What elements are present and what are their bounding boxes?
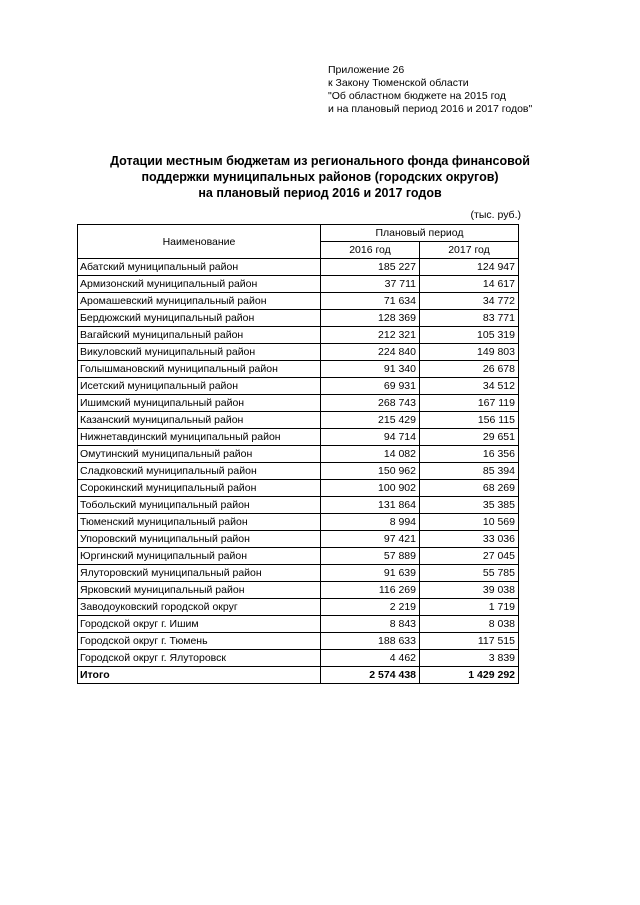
row-value-2017: 29 651 xyxy=(420,429,519,446)
row-value-2017: 35 385 xyxy=(420,497,519,514)
units-label: (тыс. руб.) xyxy=(470,209,521,221)
table-row xyxy=(78,429,519,446)
budget-table xyxy=(77,224,519,684)
table-row xyxy=(78,361,519,378)
row-value-2017: 10 569 xyxy=(420,514,519,531)
row-name: Юргинский муниципальный район xyxy=(78,548,321,565)
row-value-2016: 224 840 xyxy=(321,344,420,361)
row-value-2016: 8 994 xyxy=(321,514,420,531)
table-row xyxy=(78,378,519,395)
row-value-2017: 85 394 xyxy=(420,463,519,480)
row-value-2016: 91 340 xyxy=(321,361,420,378)
row-value-2017: 117 515 xyxy=(420,633,519,650)
row-name: Заводоуковский городской округ xyxy=(78,599,321,616)
table-row xyxy=(78,599,519,616)
appendix-line-1: Приложение 26 xyxy=(328,64,405,76)
total-2016: 2 574 438 xyxy=(321,667,420,684)
table-row xyxy=(78,310,519,327)
row-value-2016: 2 219 xyxy=(321,599,420,616)
row-name: Нижнетавдинский муниципальный район xyxy=(78,429,321,446)
total-label: Итого xyxy=(78,667,321,684)
row-value-2016: 69 931 xyxy=(321,378,420,395)
row-value-2017: 33 036 xyxy=(420,531,519,548)
row-value-2017: 26 678 xyxy=(420,361,519,378)
row-value-2016: 37 711 xyxy=(321,276,420,293)
row-value-2017: 8 038 xyxy=(420,616,519,633)
table-row xyxy=(78,548,519,565)
title-line-2: поддержки муниципальных районов (городских округов) xyxy=(141,170,499,184)
row-name: Сладковский муниципальный район xyxy=(78,463,321,480)
row-value-2016: 91 639 xyxy=(321,565,420,582)
row-name: Викуловский муниципальный район xyxy=(78,344,321,361)
row-value-2016: 128 369 xyxy=(321,310,420,327)
row-value-2016: 131 864 xyxy=(321,497,420,514)
row-value-2016: 185 227 xyxy=(321,259,420,276)
row-value-2017: 124 947 xyxy=(420,259,519,276)
year-2016-header: 2016 год xyxy=(321,242,420,259)
table-row xyxy=(78,582,519,599)
row-value-2016: 14 082 xyxy=(321,446,420,463)
row-name: Упоровский муниципальный район xyxy=(78,531,321,548)
table-row xyxy=(78,514,519,531)
table-row xyxy=(78,395,519,412)
table-row xyxy=(78,327,519,344)
row-value-2016: 57 889 xyxy=(321,548,420,565)
table-row xyxy=(78,412,519,429)
row-value-2016: 268 743 xyxy=(321,395,420,412)
row-name: Омутинский муниципальный район xyxy=(78,446,321,463)
row-name: Исетский муниципальный район xyxy=(78,378,321,395)
title-line-3: на плановый период 2016 и 2017 годов xyxy=(198,186,442,200)
name-column-header: Наименование xyxy=(78,225,321,259)
table-row xyxy=(78,344,519,361)
appendix-line-3: "Об областном бюджете на 2015 год xyxy=(328,90,506,102)
table-row xyxy=(78,497,519,514)
row-value-2017: 39 038 xyxy=(420,582,519,599)
row-value-2017: 167 119 xyxy=(420,395,519,412)
row-name: Казанский муниципальный район xyxy=(78,412,321,429)
total-2017: 1 429 292 xyxy=(420,667,519,684)
row-value-2016: 4 462 xyxy=(321,650,420,667)
row-name: Тобольский муниципальный район xyxy=(78,497,321,514)
table-row xyxy=(78,480,519,497)
row-value-2016: 97 421 xyxy=(321,531,420,548)
row-value-2017: 105 319 xyxy=(420,327,519,344)
table-row xyxy=(78,531,519,548)
table-row xyxy=(78,616,519,633)
row-name: Тюменский муниципальный район xyxy=(78,514,321,531)
row-value-2017: 83 771 xyxy=(420,310,519,327)
row-value-2017: 3 839 xyxy=(420,650,519,667)
row-value-2016: 94 714 xyxy=(321,429,420,446)
table-row xyxy=(78,293,519,310)
row-name: Городской округ г. Ишим xyxy=(78,616,321,633)
table-row xyxy=(78,633,519,650)
row-value-2016: 116 269 xyxy=(321,582,420,599)
table-row xyxy=(78,259,519,276)
table-header xyxy=(78,225,519,259)
row-value-2017: 149 803 xyxy=(420,344,519,361)
row-value-2016: 188 633 xyxy=(321,633,420,650)
row-value-2017: 34 512 xyxy=(420,378,519,395)
total-row xyxy=(78,667,519,684)
table-row xyxy=(78,565,519,582)
row-value-2016: 8 843 xyxy=(321,616,420,633)
row-name: Армизонский муниципальный район xyxy=(78,276,321,293)
row-value-2016: 150 962 xyxy=(321,463,420,480)
row-name: Голышмановский муниципальный район xyxy=(78,361,321,378)
row-value-2017: 14 617 xyxy=(420,276,519,293)
row-value-2017: 1 719 xyxy=(420,599,519,616)
table-row xyxy=(78,446,519,463)
row-name: Ялуторовский муниципальный район xyxy=(78,565,321,582)
planning-period-header: Плановый период xyxy=(321,225,519,242)
row-value-2017: 68 269 xyxy=(420,480,519,497)
title-line-1: Дотации местным бюджетам из регионального фонда финансовой xyxy=(110,154,530,168)
row-value-2017: 156 115 xyxy=(420,412,519,429)
row-name: Бердюжский муниципальный район xyxy=(78,310,321,327)
row-value-2016: 212 321 xyxy=(321,327,420,344)
row-value-2016: 100 902 xyxy=(321,480,420,497)
table-body xyxy=(78,259,519,667)
row-name: Городской округ г. Ялуторовск xyxy=(78,650,321,667)
table-row xyxy=(78,650,519,667)
appendix-line-2: к Закону Тюменской области xyxy=(328,77,469,89)
row-value-2017: 55 785 xyxy=(420,565,519,582)
row-value-2017: 27 045 xyxy=(420,548,519,565)
year-2017-header: 2017 год xyxy=(420,242,519,259)
row-name: Ишимский муниципальный район xyxy=(78,395,321,412)
row-value-2016: 215 429 xyxy=(321,412,420,429)
table-row xyxy=(78,276,519,293)
row-value-2016: 71 634 xyxy=(321,293,420,310)
row-value-2017: 34 772 xyxy=(420,293,519,310)
appendix-header xyxy=(328,64,532,116)
table-row xyxy=(78,463,519,480)
row-name: Вагайский муниципальный район xyxy=(78,327,321,344)
row-value-2017: 16 356 xyxy=(420,446,519,463)
appendix-line-4: и на плановый период 2016 и 2017 годов" xyxy=(328,103,533,115)
row-name: Сорокинский муниципальный район xyxy=(78,480,321,497)
row-name: Ярковский муниципальный район xyxy=(78,582,321,599)
document-title xyxy=(60,153,580,201)
row-name: Абатский муниципальный район xyxy=(78,259,321,276)
row-name: Аромашевский муниципальный район xyxy=(78,293,321,310)
row-name: Городской округ г. Тюмень xyxy=(78,633,321,650)
